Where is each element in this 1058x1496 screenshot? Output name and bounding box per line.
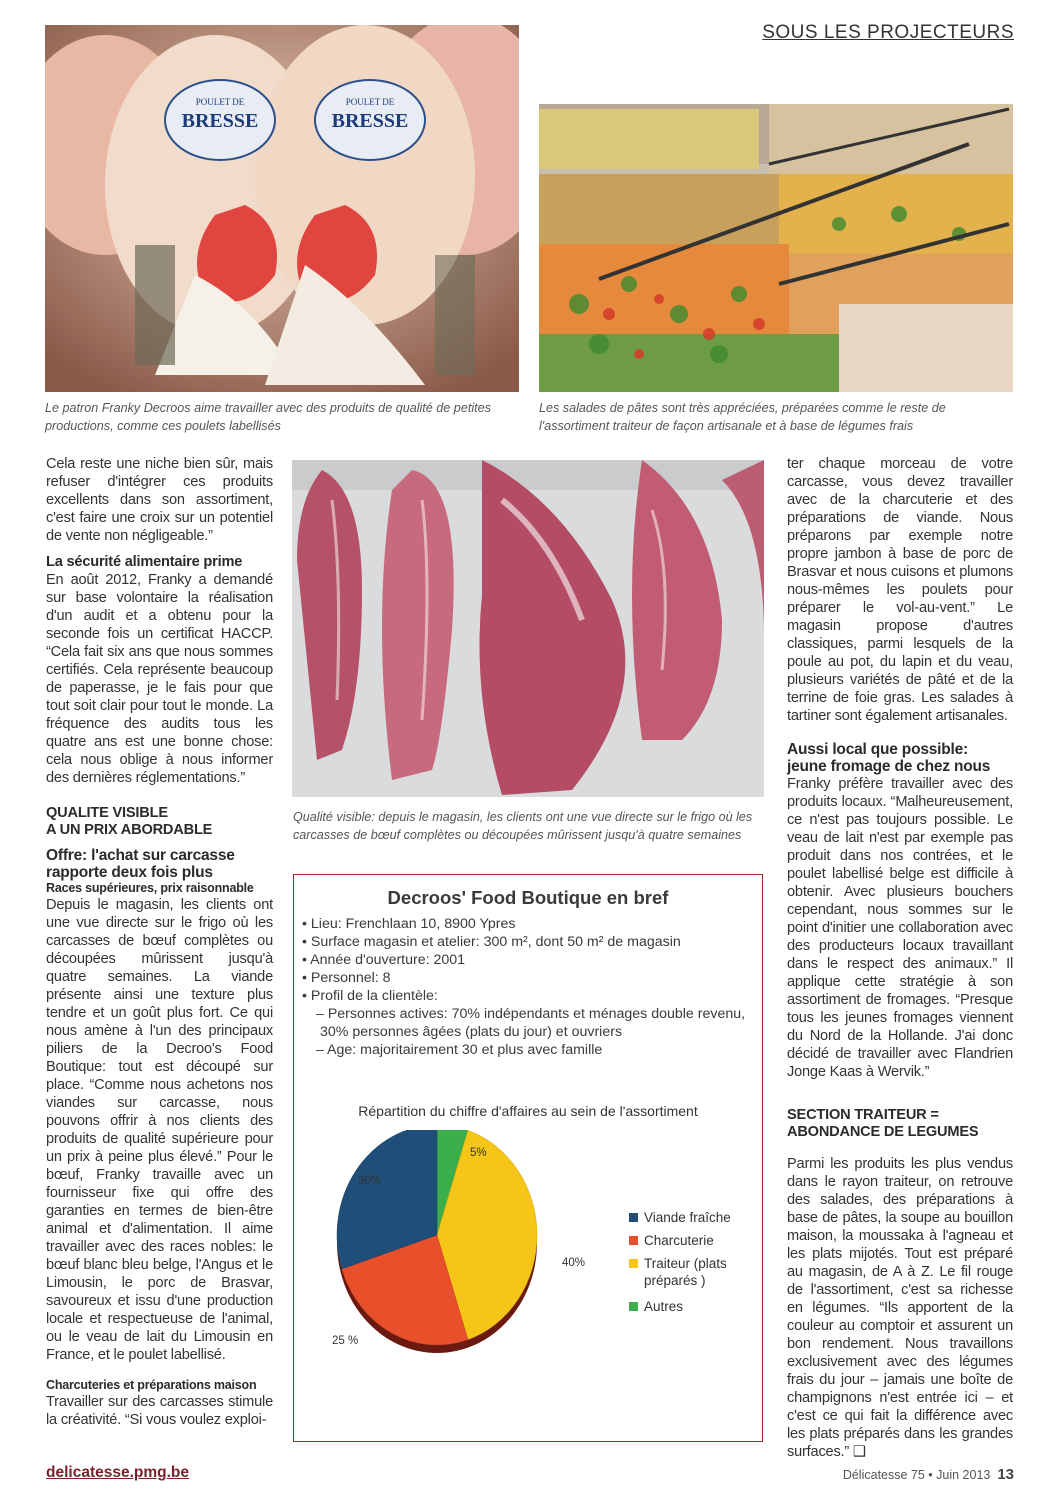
poultry-caption: Le patron Franky Decroos aime travailler avec des produits de qualité de petites productions, comme ces poulets labellisés: [45, 401, 491, 433]
factbox-title: Decroos' Food Boutique en bref: [387, 887, 669, 908]
factbox-item: 30% personnes âgées (plats du jour) et ouvriers: [320, 1024, 623, 1040]
pie-value-label: 40%: [562, 1257, 586, 1269]
legend-swatch: [629, 1213, 638, 1222]
poultry-photo: [45, 25, 519, 392]
meat-caption: Qualité visible: depuis le magasin, les clients ont une vue directe sur le frigo où les carcasses de bœuf complètes ou découpées mûrissent jusqu'à quatre semaines: [293, 810, 753, 842]
salads-photo: [539, 104, 1013, 392]
paragraph: Parmi les produits les plus vendus dans le rayon traiteur, on retrouve des salades, des préparations à base de pâtes, la soupe au bouillon maison, la moussaka à l'agneau et les plats mijotés. Tout est préparé au magasin, de A à Z. Le fil rouge de l'assortiment, c'est sa richesse en légumes. “Ils apportent de la couleur au comptoir et assurent un bon rendement. Nous travaillons exclusivement avec des légumes frais du jour – jamais une boîte de champignons n'est entrée ici – et c'est ce qui fait la différence avec les plats préparés dans les grandes surfaces.” ❑: [787, 1156, 1013, 1460]
subheading: La sécurité alimentaire prime: [46, 554, 243, 570]
paragraph: Travailler sur des carcasses stimule la créativité. “Si vous voulez exploi-: [46, 1394, 273, 1428]
factbox-item: • Année d'ouverture: 2001: [302, 952, 466, 968]
minor-heading: Races supérieures, prix raisonnable: [46, 881, 254, 895]
legend-swatch: [629, 1302, 638, 1311]
factbox-item: • Lieu: Frenchlaan 10, 8900 Ypres: [302, 916, 516, 932]
factbox-item: • Personnel: 8: [302, 970, 391, 986]
section-heading: [46, 805, 273, 839]
legend-label: Autres: [644, 1299, 684, 1314]
subheading: [787, 741, 1013, 775]
issue-info: Délicatesse 75 • Juin 2013: [842, 1468, 991, 1482]
factbox: [293, 874, 763, 1442]
label-text-left-main: BRESSE: [181, 110, 259, 132]
paragraph: Franky préfère travailler avec des produits locaux. “Malheureusement, ce n'est pas toujours possible. Le veau de lait n'est par exemple pas produit dans nos contrées, et le poulet labellisé belge est difficile à obtenir. Avec plusieurs bouchers cependant, nous sommes sur le point d'initier une collaboration avec des producteurs locaux travaillant dans le respect des animaux.” Il applique cette stratégie à son assortiment de fromages. “Presque tous les jeunes fromages viennent du Nord de la Hollande. J'ai donc décidé de travailler avec Flandrien Jonge Kaas à Wervik.”: [787, 776, 1013, 1080]
website-link[interactable]: delicatesse.pmg.be: [46, 1464, 190, 1481]
salads-caption: Les salades de pâtes sont très appréciées, préparées comme le reste de l'assortiment traiteur de façon artisanale et à base de légumes frais: [539, 401, 946, 433]
legend-label: Viande fraîche: [644, 1210, 731, 1225]
factbox-item: • Profil de la clientèle:: [302, 988, 438, 1004]
subheading: [46, 847, 273, 881]
factbox-item: – Age: majoritairement 30 et plus avec famille: [316, 1042, 603, 1058]
legend-swatch: [629, 1259, 638, 1268]
label-text-right-top: POULET DE: [345, 97, 395, 107]
section-label: SOUS LES PROJECTEURS: [762, 22, 1014, 43]
pie-value-label: 5%: [470, 1147, 487, 1159]
pie-value-label: 30%: [358, 1175, 382, 1187]
factbox-item: – Personnes actives: 70% indépendants et ménages double revenu,: [316, 1006, 746, 1022]
label-text-left-top: POULET DE: [195, 97, 245, 107]
paragraph: En août 2012, Franky a demandé sur base volontaire la réalisation d'un audit et a obtenu pour la seconde fois un certificat HACCP. “Cela fait six ans que nous sommes certifiés. Cela représente beaucoup de paperasse, je le fais pour que tout soit clair pour tout le monde. La fréquence des audits tous les quatre ans est une bonne chose: cela nous oblige à nous informer des dernières réglementations.”: [46, 572, 273, 786]
paragraph: Depuis le magasin, les clients ont une vue directe sur le frigo où les carcasses de bœuf complètes ou découpées mûrissent jusqu'à quatre semaines. La viande présente ainsi une texture plus tendre et un goût plus fort. Ce qui nous amène à l'un des principaux piliers de la Decroo's Food Boutique: tout est découpé sur place. “Comme nous achetons nos viandes sur carcasse, nous pouvons offrir à nos clients des produits de qualité supérieure pour un prix à peine plus élevé.” Pour le bœuf, Franky travaille avec un fournisseur fixe qui offre des garanties en termes de bien-être animal et d'alimentation. Il aime travailler avec des races nobles: le bœuf blanc bleu belge, l'Angus et le Limousin, le porc de Brasvar, savoureux et issu d'une production locale et respectueuse de l'animal, ou le veau de lait du Limousin en France, et le poulet labellisé.: [46, 897, 273, 1363]
meat-photo: [292, 460, 764, 797]
paragraph: ter chaque morceau de votre carcasse, vous devez travailler avec de la charcuterie et des préparations de viande. Nous préparons par exemple notre propre jambon à base de porc de Brasvar et nous cuisons et plumons nous-mêmes les poulets pour préparer le vol-au-vent.” Le magasin propose d'autres classiques, parmi lesquels de la poule au pot, du lapin et du veau, plusieurs variétés de pâté et de la terrine de foie gras. Les salades à tartiner sont également artisanales.: [787, 456, 1013, 724]
legend-label: Charcuterie: [644, 1233, 714, 1248]
section-heading-line: SECTION TRAITEUR =: [787, 1107, 939, 1123]
section-heading-line: QUALITE VISIBLE: [46, 805, 168, 821]
section-heading: [787, 1107, 1013, 1141]
section-heading-line: A UN PRIX ABORDABLE: [46, 822, 213, 838]
section-heading-line: ABONDANCE DE LEGUMES: [787, 1124, 979, 1140]
subheading-line: rapporte deux fois plus: [46, 864, 213, 881]
chart-title: Répartition du chiffre d'affaires au sein de l'assortiment: [358, 1103, 698, 1119]
legend-swatch: [629, 1236, 638, 1245]
paragraph: Cela reste une niche bien sûr, mais refuser d'intégrer ces produits excellents dans son assortiment, c'est faire une croix sur un potentiel de vente non négligeable.”: [46, 456, 273, 544]
right-column: [787, 455, 1013, 1461]
subheading-line: jeune fromage de chez nous: [787, 758, 991, 775]
pie-value-label: 25 %: [332, 1335, 359, 1347]
page-number: 13: [997, 1466, 1014, 1483]
minor-heading: Charcuteries et préparations maison: [46, 1378, 257, 1392]
subheading-line: Offre: l'achat sur carcasse: [46, 847, 235, 864]
page-footer: [843, 1466, 1014, 1483]
left-column: [46, 455, 273, 1429]
legend-label: Traiteur (plats préparés ): [644, 1256, 727, 1288]
factbox-list: [302, 915, 757, 1059]
label-text-right-main: BRESSE: [331, 110, 409, 132]
factbox-item: • Surface magasin et atelier: 300 m², dont 50 m² de magasin: [302, 934, 681, 950]
subheading-line: Aussi local que possible:: [787, 741, 969, 758]
pie-chart: [334, 1130, 564, 1380]
